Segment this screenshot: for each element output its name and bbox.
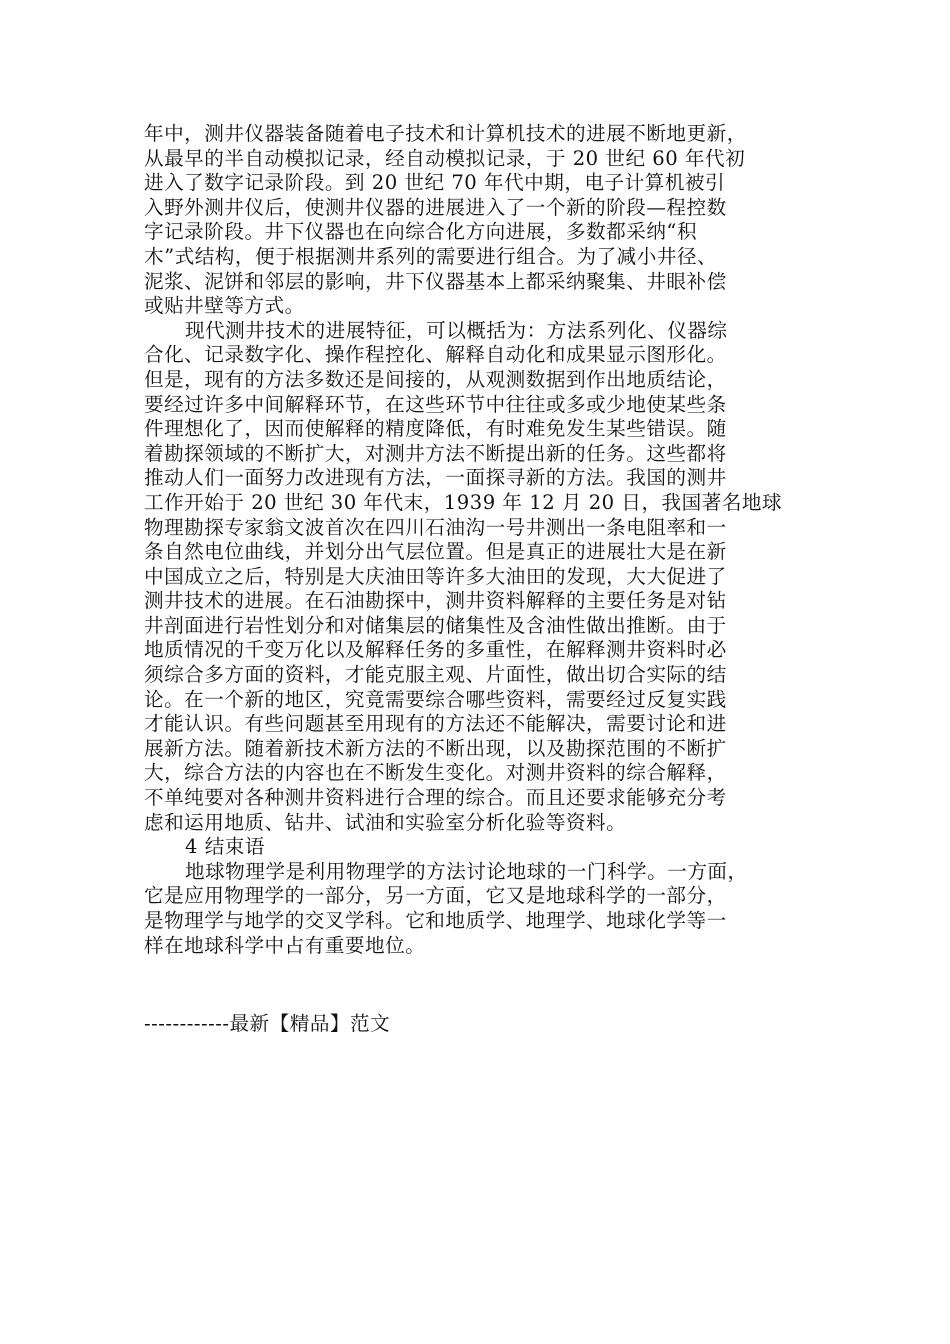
text-line: 木”式结构，便于根据测井系列的需要进行组合。为了减小井径、 (144, 244, 718, 268)
text-line: 现代测井技术的进展特征，可以概括为：方法系列化、仪器综 (185, 318, 728, 342)
text-line: 合化、记录数字化、操作程控化、解释自动化和成果显示图形化。 (144, 343, 727, 367)
text-line: 件理想化了，因而使解释的精度降低，有时难免发生某些错误。随 (144, 417, 727, 441)
text-line: 着勘探领域的不断扩大，对测井方法不断提出新的任务。这些都将 (144, 441, 727, 465)
text-line: 年中，测井仪器装备随着电子技术和计算机技术的进展不断地更新， (144, 122, 747, 145)
text-line: 才能认识。有些问题甚至用现有的方法还不能解决，需要讨论和进 (144, 712, 727, 736)
text-line: 进入了数字记录阶段。到 20 世纪 70 年代中期，电子计算机被引 (144, 171, 726, 195)
text-line: 地质情况的千变万化以及解释任务的多重性，在解释测井资料时必 (144, 638, 727, 662)
document-page (144, 122, 806, 1037)
text-line: 条自然电位曲线，并划分出气层位置。但是真正的进展壮大是在新 (144, 540, 727, 564)
text-line: 是物理学与地学的交叉学科。它和地质学、地理学、地球化学等一 (144, 909, 727, 932)
text-line: 入野外测井仪后，使测井仪器的进展进入了一个新的阶段—程控数 (144, 195, 727, 219)
text-line: 它是应用物理学的一部分，另一方面，它又是地球科学的一部分， (144, 884, 727, 908)
text-line: 论。在一个新的地区，究竟需要综合哪些资料，需要经过反复实践 (144, 687, 727, 711)
spacer (144, 958, 806, 1012)
text-line: 从最早的半自动模拟记录，经自动模拟记录，于 20 世纪 60 年代初 (144, 146, 746, 170)
text-line: 但是，现有的方法多数还是间接的，从观测数据到作出地质结论， (144, 367, 727, 391)
text-line: 中国成立之后，特别是大庆油田等许多大油田的发现，大大促进了 (144, 564, 727, 588)
footer-text: ------------最新【精品】范文 (144, 1012, 391, 1036)
document-body (144, 122, 806, 958)
text-line: 物理勘探专家翁文波首次在四川石油沟一号井测出一条电阻率和一 (144, 515, 727, 539)
text-line: 不单纯要对各种测井资料进行合理的综合。而且还要求能够充分考 (144, 786, 727, 810)
text-line: 地球物理学是利用物理学的方法讨论地球的一门科学。一方面， (185, 859, 748, 883)
text-line: 测井技术的进展。在石油勘探中，测井资料解释的主要任务是对钻 (144, 589, 727, 613)
text-line: 须综合多方面的资料，才能克服主观、片面性，做出切合实际的结 (144, 663, 727, 687)
text-line: 大，综合方法的内容也在不断发生变化。对测井资料的综合解释， (144, 761, 727, 785)
text-line: 虑和运用地质、钻井、试油和实验室分析化验等资料。 (144, 810, 627, 834)
text-line: 或贴井壁等方式。 (144, 294, 305, 318)
text-line: 展新方法。随着新技术新方法的不断出现，以及勘探范围的不断扩 (144, 736, 727, 760)
text-line: 推动人们一面努力改进现有方法，一面探寻新的方法。我国的测井 (144, 466, 727, 490)
text-line: 泥浆、泥饼和邻层的影响，井下仪器基本上都采纳聚集、井眼补偿 (144, 269, 727, 293)
text-line: 样在地球科学中占有重要地位。 (144, 933, 426, 957)
text-line: 要经过许多中间解释环节，在这些环节中往往或多或少地使某些条 (144, 392, 727, 416)
text-line: 字记录阶段。井下仪器也在向综合化方向进展，多数都采纳“积 (144, 220, 698, 244)
text-line: 井剖面进行岩性划分和对储集层的储集性及含油性做出推断。由于 (144, 613, 727, 637)
text-line: 工作开始于 20 世纪 30 年代末，1939 年 12 月 20 日，我国著名地球 (144, 490, 783, 514)
text-line: 4 结束语 (185, 835, 265, 859)
